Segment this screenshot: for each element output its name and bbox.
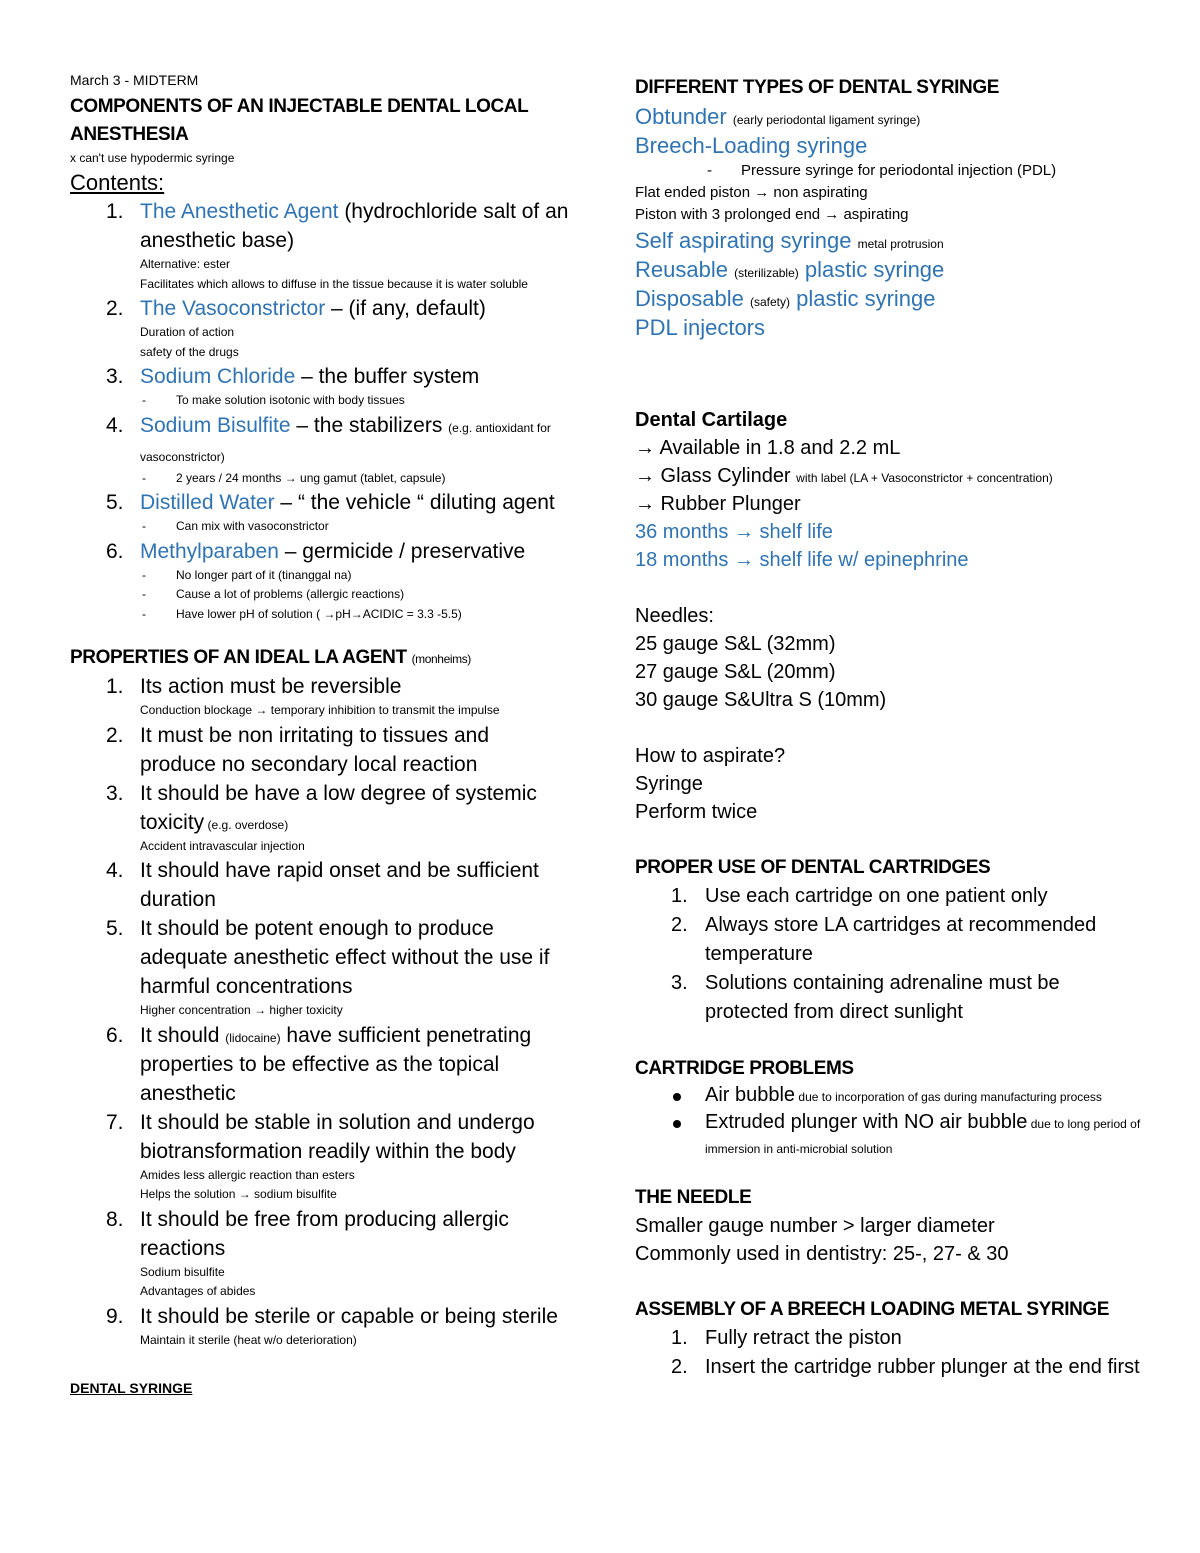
flat-piston-line: Flat ended piston → non aspirating bbox=[635, 184, 868, 201]
property-note: Maintain it sterile (heat w/o deterioration) bbox=[140, 1332, 357, 1347]
content-name: The Vasoconstrictor bbox=[140, 297, 326, 320]
obtunder-line: Obtunder (early periodontal ligament syringe) bbox=[635, 104, 921, 129]
breech-dash: - Pressure syringe for periodontal injection (PDL) bbox=[707, 162, 1057, 179]
assembly-item: 2. Insert the cartridge rubber plunger at the end first bbox=[671, 1356, 1140, 1378]
property-item: 5. It should be potent enough to produce adequate anesthetic effect without the use if harmful concentrations bbox=[106, 917, 550, 998]
property-item: 1. Its action must be reversible bbox=[106, 675, 402, 698]
proper-use-heading: PROPER USE OF DENTAL CARTRIDGES bbox=[635, 857, 991, 878]
content-item: 4. Sodium Bisulfite – the stabilizers (e.g. antioxidant for vasoconstrictor) bbox=[106, 413, 551, 464]
content-note: Alternative: ester bbox=[140, 257, 231, 271]
property-note: Conduction blockage → temporary inhibition to transmit the impulse bbox=[140, 703, 500, 717]
property-note: Higher concentration → higher toxicity bbox=[140, 1003, 343, 1017]
date-line: March 3 - MIDTERM bbox=[70, 72, 199, 88]
bullet-icon bbox=[673, 1093, 681, 1101]
property-note: Helps the solution → sodium bisulfite bbox=[140, 1187, 337, 1201]
property-note: Advantages of abides bbox=[140, 1284, 256, 1298]
content-note: Facilitates which allows to diffuse in the tissue because it is water soluble bbox=[140, 276, 528, 291]
content-name: The Anesthetic Agent bbox=[140, 200, 339, 223]
property-note: Sodium bisulfite bbox=[140, 1264, 225, 1279]
property-note: Accident intravascular injection bbox=[140, 838, 305, 853]
content-name: Distilled Water bbox=[140, 491, 275, 514]
needle-heading: THE NEEDLE bbox=[635, 1187, 752, 1208]
property-item: 4. It should have rapid onset and be sufficient duration bbox=[106, 859, 539, 911]
self-aspirating-line: Self aspirating syringe metal protrusion bbox=[635, 228, 944, 253]
left-column bbox=[70, 70, 570, 1399]
content-item: 5. Distilled Water – “ the vehicle “ diluting agent bbox=[106, 491, 555, 514]
aspirate-line: Syringe bbox=[635, 773, 703, 795]
contents-label: Contents: bbox=[70, 170, 165, 195]
content-name: Methylparaben bbox=[140, 539, 279, 563]
pdl-line: PDL injectors bbox=[635, 315, 766, 340]
content-item: 6. Methylparaben – germicide / preservative bbox=[106, 539, 526, 563]
content-dash: - Have lower pH of solution ( →pH→ACIDIC = 3.3 -5.5) bbox=[142, 606, 462, 621]
aspirate-line: Perform twice bbox=[635, 801, 758, 823]
disposable-line: Disposable (safety) plastic syringe bbox=[635, 286, 936, 311]
property-item: 9. It should be sterile or capable or being sterile bbox=[106, 1304, 558, 1328]
property-note: Amides less allergic reaction than esters bbox=[140, 1167, 355, 1182]
properties-heading: PROPERTIES OF AN IDEAL LA AGENT (monheims) bbox=[70, 647, 471, 668]
needle-fact: Commonly used in dentistry: 25-, 27- & 30 bbox=[635, 1243, 1009, 1265]
cartilage-heading: Dental Cartilage bbox=[635, 409, 788, 431]
content-name: Sodium Chloride bbox=[140, 365, 296, 388]
piston-3-line: Piston with 3 prolonged end → aspirating bbox=[635, 206, 909, 223]
cartilage-line: → Available in 1.8 and 2.2 mL bbox=[635, 437, 901, 459]
cartilage-line: → Rubber Plunger bbox=[635, 493, 801, 515]
bullet-icon bbox=[673, 1120, 681, 1128]
problem-item: Air bubble due to incorporation of gas during manufacturing process bbox=[635, 1083, 1145, 1108]
property-item: 3. It should be have a low degree of systemic toxicity (e.g. overdose) bbox=[106, 781, 537, 834]
cartilage-line: 36 months → shelf life bbox=[635, 521, 833, 543]
hypodermic-note: x can't use hypodermic syringe bbox=[70, 151, 235, 165]
main-title: COMPONENTS OF AN INJECTABLE DENTAL LOCAL ANESTHESIA bbox=[70, 96, 528, 145]
content-name: Sodium Bisulfite bbox=[140, 413, 291, 437]
property-item: 2. It must be non irritating to tissues and produce no secondary local reaction bbox=[106, 723, 490, 776]
types-heading: DIFFERENT TYPES OF DENTAL SYRINGE bbox=[635, 77, 1000, 98]
breech-line: Breech-Loading syringe bbox=[635, 133, 868, 158]
proper-item: 2. Always store LA cartridges at recommended temperature bbox=[671, 914, 1097, 965]
content-dash: - Cause a lot of problems (allergic reactions) bbox=[142, 587, 405, 601]
assembly-item: 1. Fully retract the piston bbox=[671, 1327, 902, 1349]
right-column bbox=[635, 70, 1145, 1382]
needle-line: 30 gauge S&Ultra S (10mm) bbox=[635, 689, 887, 711]
aspirate-line: How to aspirate? bbox=[635, 745, 786, 767]
needle-line: 27 gauge S&L (20mm) bbox=[635, 661, 836, 683]
cartilage-line: 18 months → shelf life w/ epinephrine bbox=[635, 549, 969, 571]
cartridge-problems-heading: CARTRIDGE PROBLEMS bbox=[635, 1058, 854, 1079]
needle-line: 25 gauge S&L (32mm) bbox=[635, 633, 836, 655]
needles-heading: Needles: bbox=[635, 605, 714, 627]
dental-syringe-heading: DENTAL SYRINGE bbox=[70, 1380, 193, 1396]
content-dash: - To make solution isotonic with body tissues bbox=[142, 393, 405, 407]
property-item: 6. It should (lidocaine) have sufficient penetrating properties to be effective as the topical anesthetic bbox=[106, 1023, 532, 1105]
property-item: 7. It should be stable in solution and undergo biotransformation readily within the body bbox=[106, 1110, 535, 1163]
content-note: safety of the drugs bbox=[140, 344, 239, 359]
reusable-line: Reusable (sterilizable) plastic syringe bbox=[635, 257, 945, 282]
needle-fact: Smaller gauge number > larger diameter bbox=[635, 1215, 995, 1237]
proper-item: 3. Solutions containing adrenaline must be protected from direct sunlight bbox=[671, 972, 1060, 1023]
content-item: 2. The Vasoconstrictor – (if any, default) bbox=[106, 297, 486, 320]
assembly-heading: ASSEMBLY OF A BREECH LOADING METAL SYRINGE bbox=[635, 1299, 1110, 1320]
problem-item: Extruded plunger with NO air bubble due to long period of immersion in anti-microbial solution bbox=[635, 1110, 1145, 1160]
content-dash: - 2 years / 24 months → ung gamut (tablet, capsule) bbox=[142, 470, 446, 485]
property-item: 8. It should be free from producing allergic reactions bbox=[106, 1207, 509, 1260]
proper-item: 1. Use each cartridge on one patient only bbox=[671, 885, 1048, 907]
content-dash: - Can mix with vasoconstrictor bbox=[142, 519, 329, 533]
content-item: 1. The Anesthetic Agent (hydrochloride salt of an anesthetic base) bbox=[106, 200, 569, 252]
content-note: Duration of action bbox=[140, 325, 235, 339]
cartilage-line: → Glass Cylinder with label (LA + Vasoconstrictor + concentration) bbox=[635, 465, 1053, 487]
content-item: 3. Sodium Chloride – the buffer system bbox=[106, 365, 480, 388]
content-dash: - No longer part of it (tinanggal na) bbox=[142, 567, 352, 582]
